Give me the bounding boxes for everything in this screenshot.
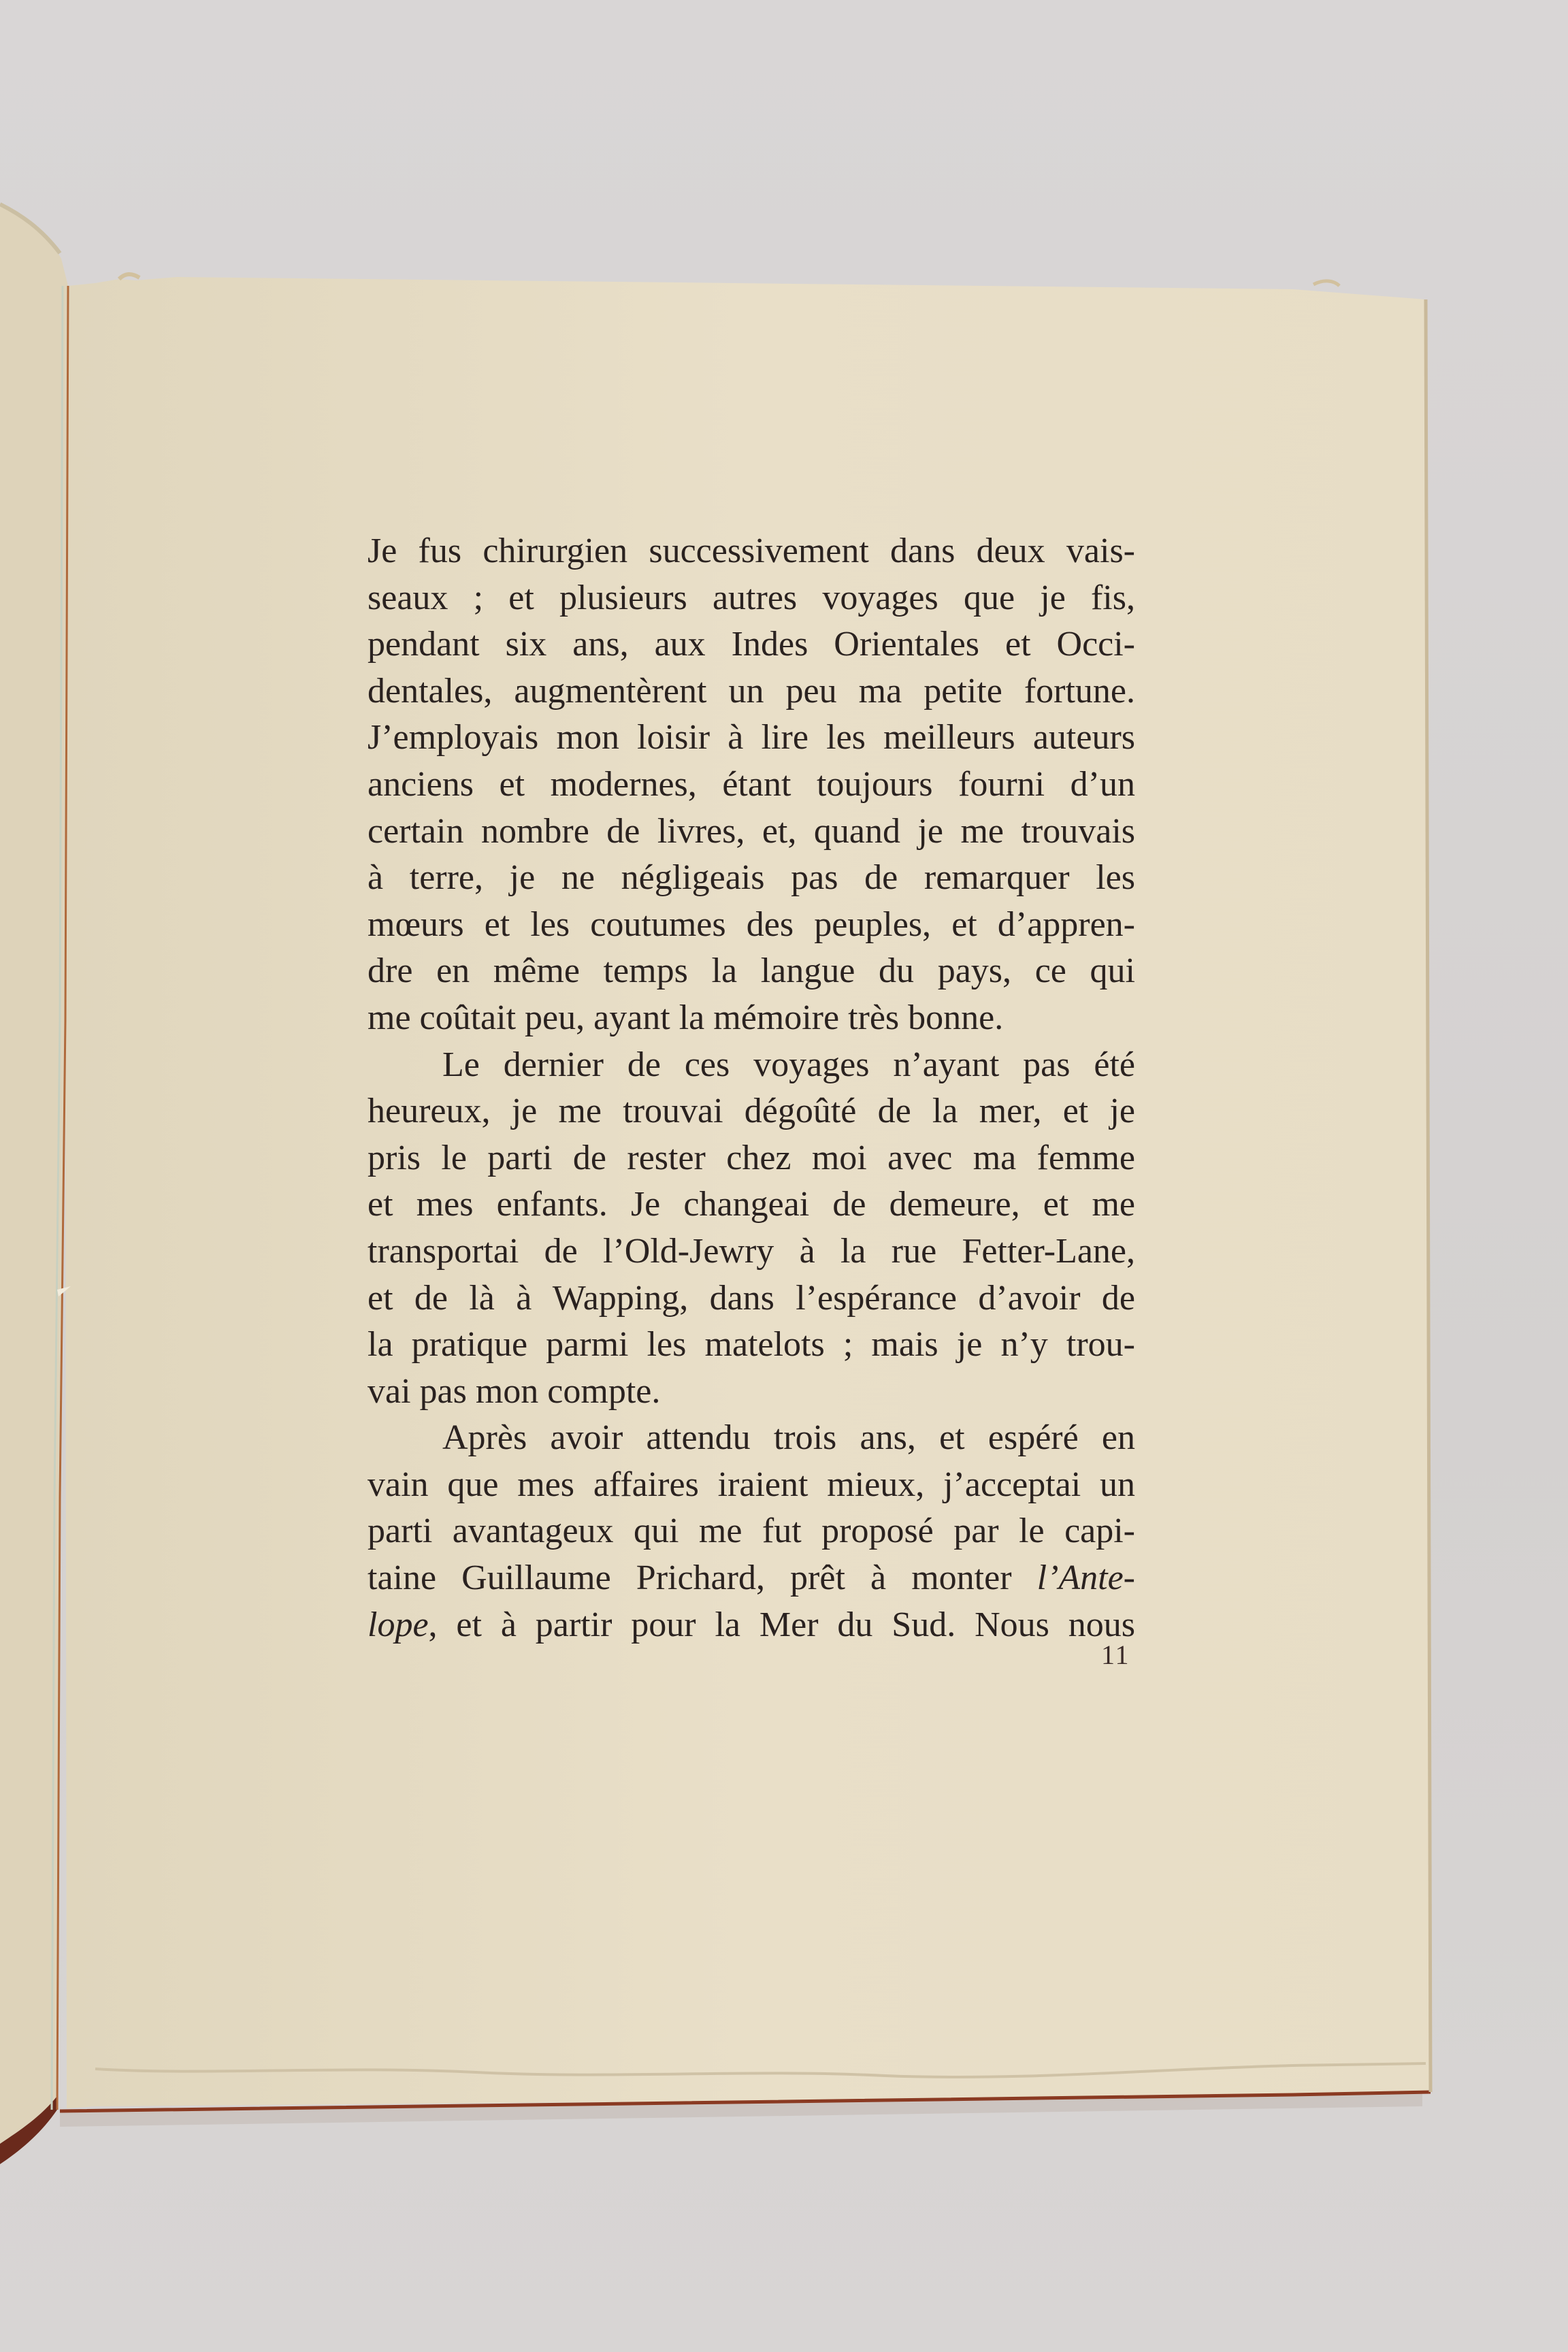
text-span: , et à partir pour la Mer du Sud. Nous nous — [428, 1605, 1135, 1644]
text-line: et de là à Wapping, dans l’espérance d’avoir de — [368, 1278, 1135, 1318]
ship-name-italic: l’Ante- — [1036, 1558, 1135, 1598]
text-line — [368, 1555, 1135, 1602]
text-line: la pratique parmi les matelots ; mais je n’y trou- — [368, 1325, 1135, 1365]
text-line: parti avantageux qui me fut proposé par le capi- — [368, 1512, 1135, 1551]
ship-name-italic: lope — [368, 1605, 429, 1644]
paragraph-2 — [368, 1042, 1135, 1416]
text-line: dre en même temps la langue du pays, ce qui — [368, 951, 1135, 991]
body-text — [368, 528, 1135, 1648]
text-line: seaux ; et plusieurs autres voyages que je fis, — [368, 578, 1135, 617]
page-number: 11 — [1101, 1639, 1130, 1670]
text-line: anciens et modernes, étant toujours fourni d’un — [368, 764, 1135, 804]
text-span: taine Guillaume Prichard, prêt à monter — [368, 1558, 1037, 1598]
paragraph-3 — [368, 1415, 1135, 1648]
text-line: dentales, augmentèrent un peu ma petite fortune. — [368, 671, 1135, 710]
text-line: et mes enfants. Je changeai de demeure, et me — [368, 1185, 1135, 1224]
text-line: à terre, je ne négligeais pas de remarquer les — [368, 858, 1135, 898]
text-line: mœurs et les coutumes des peuples, et d’appren- — [368, 904, 1135, 944]
text-line: pendant six ans, aux Indes Orientales et Occi- — [368, 625, 1135, 664]
text-line: vain que mes affaires iraient mieux, j’acceptai un — [368, 1465, 1135, 1504]
text-line: certain nombre de livres, et, quand je me trouvais — [368, 811, 1135, 851]
paragraph-1 — [368, 528, 1135, 1042]
text-line: vai pas mon compte. — [368, 1371, 661, 1411]
text-line: me coûtait peu, ayant la mémoire très bonne. — [368, 998, 1004, 1037]
text-line: J’employais mon loisir à lire les meilleurs auteurs — [368, 718, 1135, 757]
text-line: Le dernier de ces voyages n’ayant pas été — [442, 1045, 1135, 1084]
text-line: Je fus chirurgien successivement dans deux vais- — [368, 532, 1135, 570]
text-line: pris le parti de rester chez moi avec ma femme — [368, 1138, 1135, 1177]
text-line — [368, 1602, 1135, 1649]
text-line: heureux, je me trouvai dégoûté de la mer, et je — [368, 1092, 1135, 1131]
text-line: Après avoir attendu trois ans, et espéré en — [442, 1418, 1135, 1458]
text-line: transportai de l’Old-Jewry à la rue Fetter-Lane, — [368, 1231, 1135, 1271]
